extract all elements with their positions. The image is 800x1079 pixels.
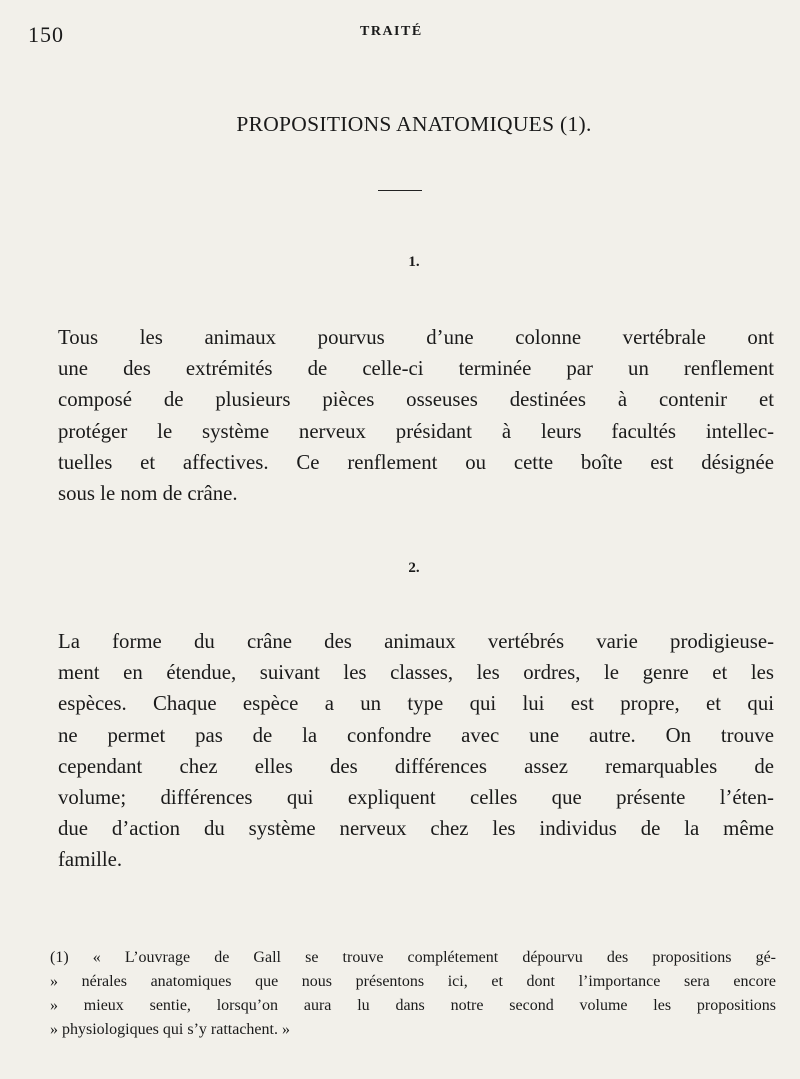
running-head (0, 22, 800, 46)
proposition-number-1: 1. (408, 254, 420, 270)
text-line: espèces. Chaque espèce a un type qui lui est propre, et qui (58, 692, 774, 716)
text-line: Tous les animaux pourvus d’une colonne vertébrale ont (58, 326, 774, 349)
text-line: sous le nom de crâne. (58, 482, 238, 506)
proposition-number-2: 2. (408, 560, 420, 576)
text-line: cependant chez elles des différences assez remarquables de (58, 754, 774, 778)
running-title: TRAITÉ (360, 24, 423, 39)
footnote-line: » physiologiques qui s’y rattachent. » (50, 1021, 290, 1038)
footnote-line: » nérales anatomiques que nous présentons ici, et dont l’importance sera encore (50, 973, 776, 990)
footnote (50, 946, 776, 1042)
text-line: composé de plusieurs pièces osseuses destinées à contenir et (58, 388, 774, 412)
text-line: famille. (58, 848, 123, 872)
page-number: 150 (28, 22, 64, 47)
text-line: une des extrémités de celle-ci terminée par un renflement (58, 357, 774, 381)
text-line: ne permet pas de la confondre avec une autre. On trouve (58, 723, 774, 747)
text-line: La forme du crâne des animaux vertébrés varie prodigieuse- (58, 630, 774, 653)
text-line: tuelles et affectives. Ce renflement ou cette boîte est désignée (58, 450, 774, 474)
footnote-line: » mieux sentie, lorsqu’on aura lu dans notre second volume les propositions (50, 997, 776, 1014)
text-line: volume; différences qui expliquent celles que présente l’éten- (58, 786, 774, 810)
proposition-2-paragraph (58, 626, 774, 876)
text-line: ment en étendue, suivant les classes, les ordres, le genre et les (58, 661, 774, 685)
text-line: due d’action du système nerveux chez les individus de la même (58, 817, 774, 841)
text-line: protéger le système nerveux présidant à leurs facultés intellec- (58, 419, 774, 443)
footnote-line: (1) « L’ouvrage de Gall se trouve complétement dépourvu des propositions gé- (50, 949, 776, 966)
proposition-1-paragraph (58, 322, 774, 509)
section-title: PROPOSITIONS ANATOMIQUES (1). (236, 112, 592, 136)
title-rule (378, 190, 422, 191)
